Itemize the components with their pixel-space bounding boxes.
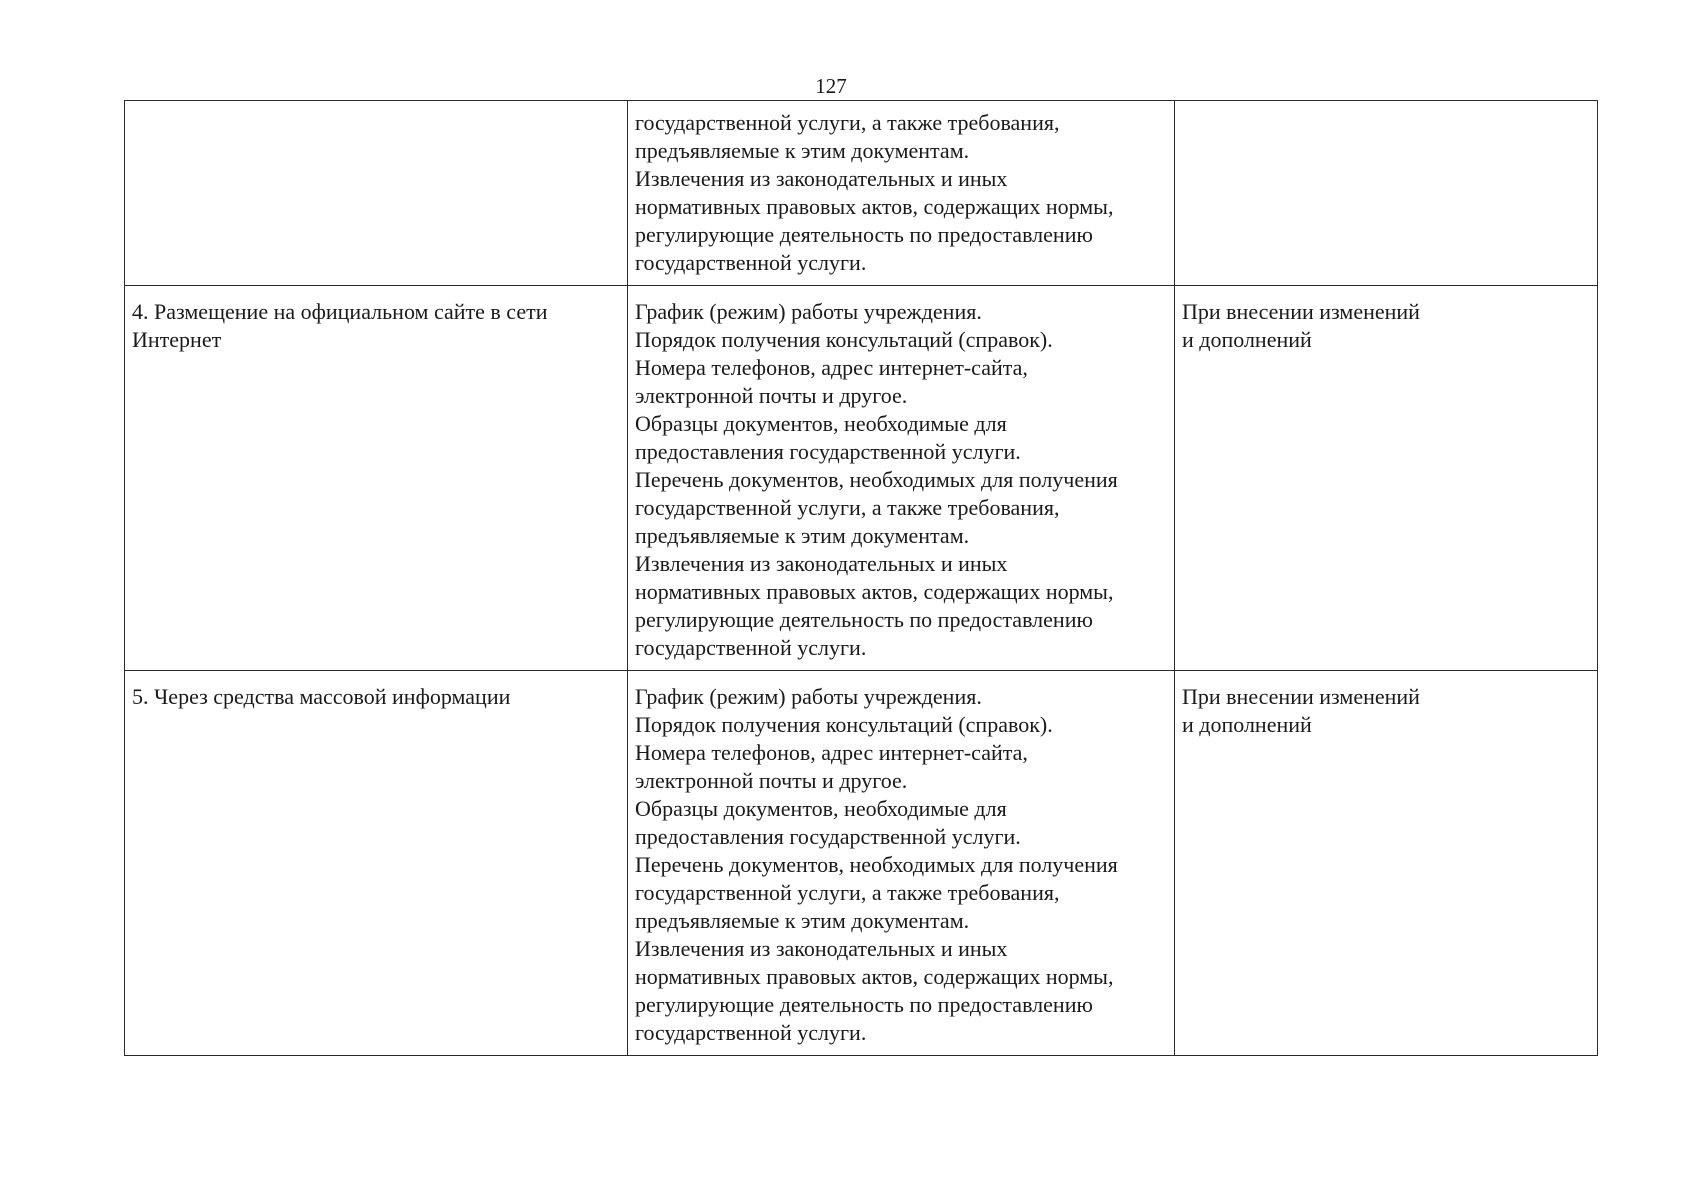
text-line: государственной услуги, а также требования, <box>635 495 1060 520</box>
text-line: и дополнений <box>1182 712 1312 737</box>
content-cell <box>628 286 1175 671</box>
text-line: предоставления государственной услуги. <box>635 439 1021 464</box>
text-line: регулирующие деятельность по предоставлению <box>635 222 1093 247</box>
text-line: государственной услуги. <box>635 635 867 660</box>
text-line: и дополнений <box>1182 327 1312 352</box>
method-cell <box>125 671 628 1056</box>
text-line: При внесении изменений <box>1182 684 1420 709</box>
update-frequency-cell <box>1175 101 1598 286</box>
text-line: Номера телефонов, адрес интернет-сайта, <box>635 740 1028 765</box>
text-line: При внесении изменений <box>1182 299 1420 324</box>
text-line: 4. Размещение на официальном сайте в сети <box>132 299 548 324</box>
table-row <box>125 671 1598 1056</box>
text-line: Перечень документов, необходимых для получения <box>635 852 1118 877</box>
text-line: электронной почты и другое. <box>635 383 908 408</box>
text-line: Номера телефонов, адрес интернет-сайта, <box>635 355 1028 380</box>
content-cell <box>628 101 1175 286</box>
text-line: График (режим) работы учреждения. <box>635 299 982 324</box>
text-line: государственной услуги. <box>635 1020 867 1045</box>
content-cell <box>628 671 1175 1056</box>
text-line: предоставления государственной услуги. <box>635 824 1021 849</box>
text-line: электронной почты и другое. <box>635 768 908 793</box>
method-cell <box>125 101 628 286</box>
text-line: 5. Через средства массовой информации <box>132 684 511 709</box>
table-row <box>125 286 1598 671</box>
page-number: 127 <box>815 74 847 98</box>
text-line: Извлечения из законодательных и иных <box>635 166 1008 191</box>
text-line: Порядок получения консультаций (справок). <box>635 712 1053 737</box>
text-line: нормативных правовых актов, содержащих нормы, <box>635 964 1114 989</box>
text-line: График (режим) работы учреждения. <box>635 684 982 709</box>
text-line: государственной услуги, а также требования, <box>635 880 1060 905</box>
text-line: Образцы документов, необходимые для <box>635 796 1007 821</box>
text-line: Перечень документов, необходимых для получения <box>635 467 1118 492</box>
text-line: Порядок получения консультаций (справок). <box>635 327 1053 352</box>
text-line: государственной услуги. <box>635 250 867 275</box>
text-line: предъявляемые к этим документам. <box>635 523 970 548</box>
text-line: нормативных правовых актов, содержащих нормы, <box>635 579 1114 604</box>
text-line: предъявляемые к этим документам. <box>635 908 970 933</box>
method-cell <box>125 286 628 671</box>
text-line: Интернет <box>132 327 222 352</box>
update-frequency-cell <box>1175 671 1598 1056</box>
text-line: Образцы документов, необходимые для <box>635 411 1007 436</box>
information-table <box>124 100 1598 1056</box>
text-line: регулирующие деятельность по предоставлению <box>635 607 1093 632</box>
text-line: Извлечения из законодательных и иных <box>635 936 1008 961</box>
update-frequency-cell <box>1175 286 1598 671</box>
text-line: предъявляемые к этим документам. <box>635 138 970 163</box>
text-line: государственной услуги, а также требования, <box>635 110 1060 135</box>
text-line: регулирующие деятельность по предоставлению <box>635 992 1093 1017</box>
text-line: Извлечения из законодательных и иных <box>635 551 1008 576</box>
table-row <box>125 101 1598 286</box>
text-line: нормативных правовых актов, содержащих нормы, <box>635 194 1114 219</box>
